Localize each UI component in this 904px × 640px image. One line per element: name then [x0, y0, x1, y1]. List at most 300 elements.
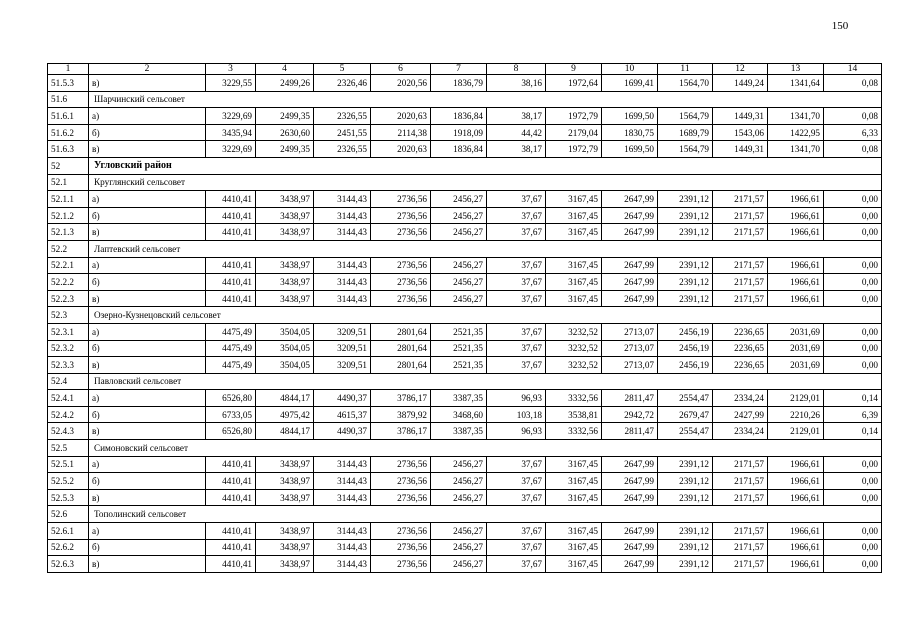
value-cell: 2334,24 — [713, 423, 768, 440]
value-cell: 3167,45 — [546, 456, 602, 473]
value-cell: 2736,56 — [371, 523, 431, 540]
value-cell: 2713,07 — [602, 357, 658, 374]
value-cell: 3438,97 — [256, 473, 314, 490]
value-cell: 2171,57 — [713, 473, 768, 490]
section-code-cell: 52.5 — [48, 440, 89, 457]
value-cell: 3144,43 — [314, 257, 371, 274]
value-cell: 4410,41 — [206, 274, 256, 291]
value-cell: 2031,69 — [768, 340, 824, 357]
column-number-header: 7 — [431, 64, 487, 75]
value-cell: 6526,80 — [206, 390, 256, 407]
value-cell: 3229,55 — [206, 75, 256, 92]
value-cell: 2499,35 — [256, 108, 314, 125]
value-cell: 3144,43 — [314, 274, 371, 291]
value-cell: 2391,12 — [658, 523, 713, 540]
column-number-header: 9 — [546, 64, 602, 75]
value-cell: 37,67 — [487, 489, 546, 506]
value-cell: 2031,69 — [768, 323, 824, 340]
option-label-cell: б) — [89, 274, 206, 291]
value-cell: 37,67 — [487, 473, 546, 490]
value-cell: 1918,09 — [431, 124, 487, 141]
value-cell: 1972,64 — [546, 75, 602, 92]
value-cell: 2456,27 — [431, 274, 487, 291]
value-cell: 3167,45 — [546, 207, 602, 224]
value-cell: 2736,56 — [371, 257, 431, 274]
table-row — [48, 207, 882, 224]
value-cell: 2179,04 — [546, 124, 602, 141]
value-cell: 2456,27 — [431, 257, 487, 274]
table-row — [48, 191, 882, 208]
option-label-cell: в) — [89, 290, 206, 307]
value-cell: 1966,61 — [768, 207, 824, 224]
row-code-cell: 51.5.3 — [48, 75, 89, 92]
value-cell: 3209,51 — [314, 357, 371, 374]
value-cell: 4410,41 — [206, 539, 256, 556]
section-row — [48, 174, 882, 191]
value-cell: 3504,05 — [256, 340, 314, 357]
value-cell: 4975,42 — [256, 406, 314, 423]
section-code-cell: 51.6 — [48, 91, 89, 108]
value-cell: 2736,56 — [371, 274, 431, 291]
table-row — [48, 340, 882, 357]
value-cell: 2171,57 — [713, 290, 768, 307]
value-cell: 37,67 — [487, 257, 546, 274]
option-label-cell: б) — [89, 473, 206, 490]
value-cell: 3438,97 — [256, 274, 314, 291]
row-code-cell: 52.6.3 — [48, 556, 89, 573]
row-code-cell: 52.5.2 — [48, 473, 89, 490]
value-cell: 2647,99 — [602, 556, 658, 573]
value-cell: 3144,43 — [314, 489, 371, 506]
value-cell: 37,67 — [487, 556, 546, 573]
section-row — [48, 240, 882, 257]
value-cell: 2456,27 — [431, 456, 487, 473]
column-number-header: 11 — [658, 64, 713, 75]
value-cell: 1972,79 — [546, 141, 602, 158]
value-cell: 0,00 — [824, 357, 882, 374]
value-cell: 2326,55 — [314, 108, 371, 125]
value-cell: 2647,99 — [602, 473, 658, 490]
value-cell: 103,18 — [487, 406, 546, 423]
value-cell: 1564,79 — [658, 141, 713, 158]
table-row — [48, 257, 882, 274]
option-label-cell: б) — [89, 124, 206, 141]
value-cell: 1966,61 — [768, 456, 824, 473]
value-cell: 2811,47 — [602, 423, 658, 440]
value-cell: 3229,69 — [206, 108, 256, 125]
row-code-cell: 51.6.3 — [48, 141, 89, 158]
value-cell: 37,67 — [487, 340, 546, 357]
value-cell: 2736,56 — [371, 556, 431, 573]
value-cell: 3438,97 — [256, 257, 314, 274]
row-code-cell: 51.6.2 — [48, 124, 89, 141]
section-code-cell: 52.4 — [48, 373, 89, 390]
value-cell: 2236,65 — [713, 340, 768, 357]
value-cell: 1966,61 — [768, 489, 824, 506]
value-cell: 2326,46 — [314, 75, 371, 92]
value-cell: 2521,35 — [431, 340, 487, 357]
section-row — [48, 91, 882, 108]
value-cell: 0,00 — [824, 224, 882, 241]
value-cell: 96,93 — [487, 423, 546, 440]
row-code-cell: 52.2.3 — [48, 290, 89, 307]
value-cell: 2020,56 — [371, 75, 431, 92]
value-cell: 0,00 — [824, 207, 882, 224]
table-row — [48, 423, 882, 440]
value-cell: 3144,43 — [314, 523, 371, 540]
column-number-header: 8 — [487, 64, 546, 75]
section-row — [48, 506, 882, 523]
option-label-cell: а) — [89, 323, 206, 340]
tariff-table — [47, 63, 882, 573]
value-cell: 3167,45 — [546, 224, 602, 241]
value-cell: 2236,65 — [713, 357, 768, 374]
value-cell: 0,00 — [824, 473, 882, 490]
option-label-cell: в) — [89, 489, 206, 506]
column-number-header: 3 — [206, 64, 256, 75]
value-cell: 2171,57 — [713, 207, 768, 224]
value-cell: 3438,97 — [256, 224, 314, 241]
column-number-header: 13 — [768, 64, 824, 75]
value-cell: 4410,41 — [206, 523, 256, 540]
value-cell: 2647,99 — [602, 456, 658, 473]
option-label-cell: а) — [89, 523, 206, 540]
value-cell: 2391,12 — [658, 191, 713, 208]
table-row — [48, 323, 882, 340]
district-row — [48, 157, 882, 174]
value-cell: 96,93 — [487, 390, 546, 407]
value-cell: 3144,43 — [314, 456, 371, 473]
value-cell: 37,67 — [487, 323, 546, 340]
value-cell: 0,00 — [824, 556, 882, 573]
row-code-cell: 52.1.3 — [48, 224, 89, 241]
value-cell: 2647,99 — [602, 224, 658, 241]
settlement-title: Симоновский сельсовет — [89, 440, 882, 457]
column-number-header: 5 — [314, 64, 371, 75]
value-cell: 3144,43 — [314, 290, 371, 307]
value-cell: 4410,41 — [206, 290, 256, 307]
value-cell: 1966,61 — [768, 224, 824, 241]
value-cell: 2630,60 — [256, 124, 314, 141]
value-cell: 0,14 — [824, 390, 882, 407]
value-cell: 4475,49 — [206, 323, 256, 340]
table-row — [48, 274, 882, 291]
value-cell: 1966,61 — [768, 290, 824, 307]
table-row — [48, 224, 882, 241]
settlement-title: Озерно-Кузнецовский сельсовет — [89, 307, 882, 324]
value-cell: 1972,79 — [546, 108, 602, 125]
value-cell: 1341,70 — [768, 141, 824, 158]
value-cell: 3538,81 — [546, 406, 602, 423]
value-cell: 1836,79 — [431, 75, 487, 92]
value-cell: 4615,37 — [314, 406, 371, 423]
value-cell: 3438,97 — [256, 556, 314, 573]
value-cell: 2713,07 — [602, 323, 658, 340]
value-cell: 2736,56 — [371, 456, 431, 473]
value-cell: 0,00 — [824, 539, 882, 556]
value-cell: 2647,99 — [602, 489, 658, 506]
section-code-cell: 52.6 — [48, 506, 89, 523]
value-cell: 2456,27 — [431, 489, 487, 506]
value-cell: 3167,45 — [546, 257, 602, 274]
value-cell: 38,16 — [487, 75, 546, 92]
value-cell: 3167,45 — [546, 556, 602, 573]
column-number-header: 1 — [48, 64, 89, 75]
value-cell: 0,00 — [824, 290, 882, 307]
row-code-cell: 52.6.2 — [48, 539, 89, 556]
column-number-header: 4 — [256, 64, 314, 75]
value-cell: 2171,57 — [713, 191, 768, 208]
value-cell: 2736,56 — [371, 191, 431, 208]
value-cell: 37,67 — [487, 290, 546, 307]
value-cell: 0,00 — [824, 274, 882, 291]
value-cell: 37,67 — [487, 539, 546, 556]
value-cell: 2647,99 — [602, 207, 658, 224]
option-label-cell: а) — [89, 257, 206, 274]
value-cell: 3387,35 — [431, 423, 487, 440]
value-cell: 2801,64 — [371, 357, 431, 374]
value-cell: 2736,56 — [371, 539, 431, 556]
row-code-cell: 52.4.2 — [48, 406, 89, 423]
value-cell: 0,00 — [824, 340, 882, 357]
value-cell: 4410,41 — [206, 191, 256, 208]
value-cell: 2391,12 — [658, 456, 713, 473]
value-cell: 1830,75 — [602, 124, 658, 141]
value-cell: 2456,19 — [658, 357, 713, 374]
value-cell: 2391,12 — [658, 473, 713, 490]
value-cell: 3438,97 — [256, 489, 314, 506]
option-label-cell: в) — [89, 224, 206, 241]
value-cell: 2521,35 — [431, 357, 487, 374]
value-cell: 2456,27 — [431, 191, 487, 208]
value-cell: 4475,49 — [206, 340, 256, 357]
option-label-cell: в) — [89, 141, 206, 158]
value-cell: 2391,12 — [658, 539, 713, 556]
table-row — [48, 456, 882, 473]
row-code-cell: 52.4.3 — [48, 423, 89, 440]
value-cell: 2942,72 — [602, 406, 658, 423]
option-label-cell: б) — [89, 340, 206, 357]
table-row — [48, 539, 882, 556]
value-cell: 3786,17 — [371, 423, 431, 440]
option-label-cell: в) — [89, 556, 206, 573]
value-cell: 2647,99 — [602, 274, 658, 291]
section-row — [48, 440, 882, 457]
value-cell: 37,67 — [487, 191, 546, 208]
table-row — [48, 75, 882, 92]
row-code-cell: 52.1.2 — [48, 207, 89, 224]
value-cell: 2647,99 — [602, 257, 658, 274]
settlement-title: Тополинский сельсовет — [89, 506, 882, 523]
value-cell: 1689,79 — [658, 124, 713, 141]
value-cell: 3332,56 — [546, 390, 602, 407]
value-cell: 3468,60 — [431, 406, 487, 423]
value-cell: 2456,19 — [658, 323, 713, 340]
value-cell: 44,42 — [487, 124, 546, 141]
value-cell: 4475,49 — [206, 357, 256, 374]
value-cell: 2456,27 — [431, 556, 487, 573]
value-cell: 2713,07 — [602, 340, 658, 357]
value-cell: 3232,52 — [546, 340, 602, 357]
value-cell: 1966,61 — [768, 556, 824, 573]
value-cell: 3209,51 — [314, 323, 371, 340]
value-cell: 4490,37 — [314, 390, 371, 407]
table-row — [48, 357, 882, 374]
row-code-cell: 52.2.1 — [48, 257, 89, 274]
value-cell: 4844,17 — [256, 390, 314, 407]
value-cell: 2114,38 — [371, 124, 431, 141]
value-cell: 4844,17 — [256, 423, 314, 440]
row-code-cell: 52.2.2 — [48, 274, 89, 291]
option-label-cell: а) — [89, 390, 206, 407]
value-cell: 1341,70 — [768, 108, 824, 125]
value-cell: 37,67 — [487, 224, 546, 241]
option-label-cell: в) — [89, 75, 206, 92]
settlement-title: Круглянский сельсовет — [89, 174, 882, 191]
value-cell: 2456,27 — [431, 539, 487, 556]
value-cell: 3786,17 — [371, 390, 431, 407]
value-cell: 2554,47 — [658, 423, 713, 440]
row-code-cell: 52.1.1 — [48, 191, 89, 208]
row-code-cell: 52.6.1 — [48, 523, 89, 540]
value-cell: 2736,56 — [371, 473, 431, 490]
value-cell: 37,67 — [487, 523, 546, 540]
value-cell: 3144,43 — [314, 191, 371, 208]
value-cell: 4410,41 — [206, 489, 256, 506]
value-cell: 2391,12 — [658, 207, 713, 224]
value-cell: 2801,64 — [371, 323, 431, 340]
value-cell: 37,67 — [487, 274, 546, 291]
value-cell: 3438,97 — [256, 191, 314, 208]
value-cell: 3504,05 — [256, 357, 314, 374]
section-code-cell: 52 — [48, 157, 89, 174]
value-cell: 1966,61 — [768, 539, 824, 556]
value-cell: 2647,99 — [602, 191, 658, 208]
value-cell: 2171,57 — [713, 224, 768, 241]
value-cell: 37,67 — [487, 456, 546, 473]
table-row — [48, 290, 882, 307]
value-cell: 1449,31 — [713, 108, 768, 125]
value-cell: 2456,27 — [431, 473, 487, 490]
value-cell: 2171,57 — [713, 274, 768, 291]
value-cell: 2456,27 — [431, 207, 487, 224]
option-label-cell: б) — [89, 539, 206, 556]
value-cell: 1836,84 — [431, 141, 487, 158]
option-label-cell: а) — [89, 191, 206, 208]
value-cell: 3435,94 — [206, 124, 256, 141]
page-number: 150 — [831, 20, 849, 32]
value-cell: 3438,97 — [256, 456, 314, 473]
value-cell: 2391,12 — [658, 274, 713, 291]
table-row — [48, 556, 882, 573]
option-label-cell: б) — [89, 406, 206, 423]
value-cell: 2736,56 — [371, 207, 431, 224]
value-cell: 2210,26 — [768, 406, 824, 423]
value-cell: 1966,61 — [768, 473, 824, 490]
value-cell: 3144,43 — [314, 207, 371, 224]
value-cell: 1449,24 — [713, 75, 768, 92]
table-row — [48, 473, 882, 490]
table-row — [48, 523, 882, 540]
column-number-header: 10 — [602, 64, 658, 75]
value-cell: 2171,57 — [713, 523, 768, 540]
value-cell: 3438,97 — [256, 523, 314, 540]
row-code-cell: 51.6.1 — [48, 108, 89, 125]
value-cell: 3167,45 — [546, 489, 602, 506]
value-cell: 0,08 — [824, 108, 882, 125]
value-cell: 0,00 — [824, 257, 882, 274]
value-cell: 38,17 — [487, 108, 546, 125]
settlement-title: Павловский сельсовет — [89, 373, 882, 390]
value-cell: 6,39 — [824, 406, 882, 423]
value-cell: 2171,57 — [713, 489, 768, 506]
value-cell: 1699,50 — [602, 108, 658, 125]
value-cell: 2391,12 — [658, 257, 713, 274]
value-cell: 1699,41 — [602, 75, 658, 92]
section-code-cell: 52.3 — [48, 307, 89, 324]
value-cell: 1699,50 — [602, 141, 658, 158]
value-cell: 2171,57 — [713, 556, 768, 573]
value-cell: 2334,24 — [713, 390, 768, 407]
value-cell: 3167,45 — [546, 539, 602, 556]
header-row — [48, 64, 882, 75]
value-cell: 3167,45 — [546, 191, 602, 208]
value-cell: 0,08 — [824, 141, 882, 158]
table-body — [48, 64, 882, 573]
option-label-cell: в) — [89, 357, 206, 374]
value-cell: 1966,61 — [768, 257, 824, 274]
value-cell: 2456,27 — [431, 523, 487, 540]
value-cell: 0,00 — [824, 523, 882, 540]
value-cell: 2456,19 — [658, 340, 713, 357]
value-cell: 3144,43 — [314, 556, 371, 573]
value-cell: 2236,65 — [713, 323, 768, 340]
value-cell: 2129,01 — [768, 423, 824, 440]
column-number-header: 6 — [371, 64, 431, 75]
value-cell: 2456,27 — [431, 290, 487, 307]
value-cell: 37,67 — [487, 207, 546, 224]
value-cell: 3144,43 — [314, 473, 371, 490]
value-cell: 2020,63 — [371, 108, 431, 125]
section-code-cell: 52.2 — [48, 240, 89, 257]
value-cell: 2736,56 — [371, 224, 431, 241]
row-code-cell: 52.4.1 — [48, 390, 89, 407]
value-cell: 3209,51 — [314, 340, 371, 357]
value-cell: 2736,56 — [371, 489, 431, 506]
value-cell: 1422,95 — [768, 124, 824, 141]
value-cell: 6,33 — [824, 124, 882, 141]
settlement-title: Лаптевский сельсовет — [89, 240, 882, 257]
value-cell: 6733,05 — [206, 406, 256, 423]
value-cell: 3229,69 — [206, 141, 256, 158]
value-cell: 2499,35 — [256, 141, 314, 158]
value-cell: 4410,41 — [206, 556, 256, 573]
value-cell: 1966,61 — [768, 274, 824, 291]
value-cell: 2020,63 — [371, 141, 431, 158]
district-title: Угловский район — [89, 157, 882, 174]
row-code-cell: 52.3.1 — [48, 323, 89, 340]
settlement-title: Шарчинский сельсовет — [89, 91, 882, 108]
value-cell: 2391,12 — [658, 489, 713, 506]
value-cell: 4410,41 — [206, 224, 256, 241]
table-row — [48, 124, 882, 141]
value-cell: 3167,45 — [546, 290, 602, 307]
value-cell: 3167,45 — [546, 473, 602, 490]
row-code-cell: 52.5.3 — [48, 489, 89, 506]
value-cell: 2171,57 — [713, 539, 768, 556]
value-cell: 3232,52 — [546, 323, 602, 340]
value-cell: 2427,99 — [713, 406, 768, 423]
